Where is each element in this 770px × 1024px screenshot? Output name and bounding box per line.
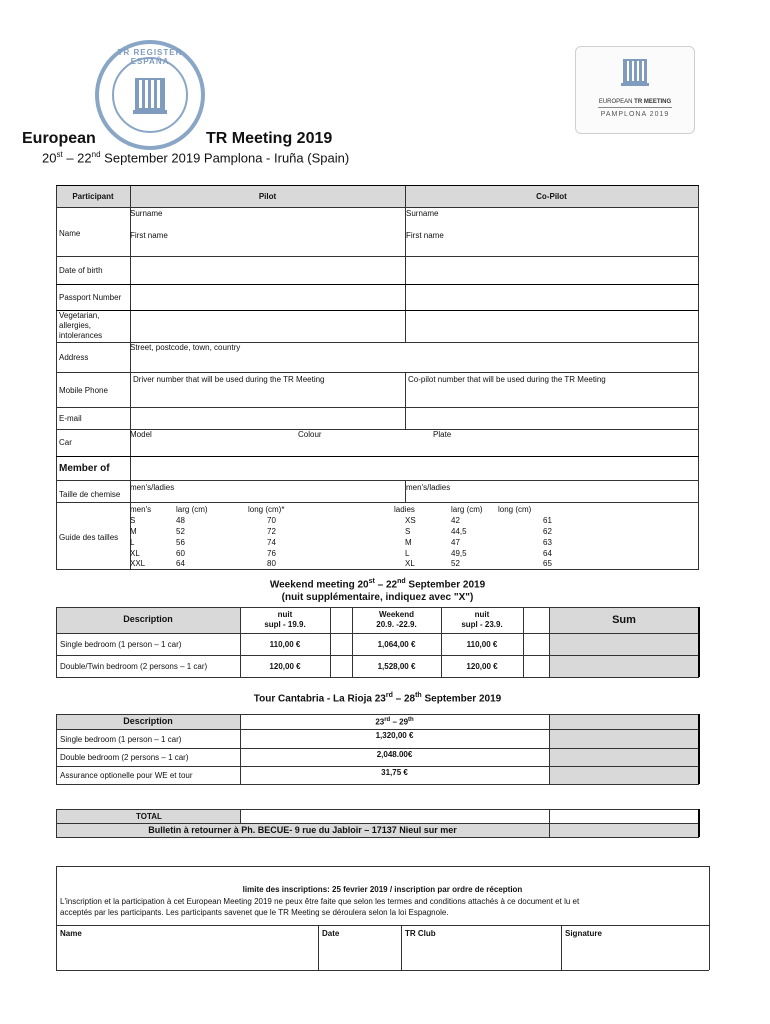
tour-row-double-price: 2,048.00€ bbox=[376, 750, 413, 759]
ladies-col-size: ladies bbox=[394, 505, 415, 514]
weekend-row-double-desc: Double/Twin bedroom (2 persons – 1 car) bbox=[60, 662, 208, 671]
tour-row-single-price: 1,320,00 € bbox=[375, 731, 414, 740]
weekend-col-nuit2: nuit supl - 23.9. bbox=[461, 610, 503, 629]
size-cell: 49,5 bbox=[451, 549, 467, 558]
car-plate-hint: Plate bbox=[433, 430, 452, 439]
terms-line-1: L'inscription et la participation à cet European Meeting 2019 ne peux être faite que selon les termes and conditions attachés à ce document et lu et bbox=[60, 897, 580, 906]
footer-date-field[interactable] bbox=[319, 940, 400, 969]
logo-seal-text: TR REGISTER ESPAÑA bbox=[117, 48, 183, 66]
badge-top-text: EUROPEAN bbox=[598, 99, 633, 105]
weekend-col-weekend: Weekend 20.9. -22.9. bbox=[376, 610, 417, 629]
pilot-shirt-hint: men's/ladies bbox=[130, 483, 175, 492]
copilot-email-field[interactable] bbox=[406, 408, 697, 428]
footer-signature-field[interactable] bbox=[562, 940, 708, 969]
copilot-passport-field[interactable] bbox=[406, 285, 697, 309]
weekend-row-single-desc: Single bedroom (1 person – 1 car) bbox=[60, 640, 182, 649]
header-participant: Participant bbox=[72, 192, 114, 201]
footer-col-club: TR Club bbox=[405, 929, 436, 938]
weekend-title: Weekend meeting 20st – 22nd September 2019 bbox=[269, 578, 486, 591]
weekend-subtitle: (nuit supplémentaire, indiquez avec "X") bbox=[281, 592, 474, 603]
size-row: XL bbox=[405, 559, 415, 568]
size-row: L bbox=[130, 538, 135, 547]
copilot-diet-field[interactable] bbox=[406, 311, 697, 341]
size-cell: 80 bbox=[267, 559, 276, 568]
size-row: S bbox=[405, 527, 411, 536]
pilot-shirt-field[interactable] bbox=[131, 481, 404, 501]
weekend-col-nuit1: nuit supl - 19.9. bbox=[264, 610, 306, 629]
mens-col-width: larg (cm) bbox=[176, 505, 208, 514]
weekend-single-nuit2-checkbox[interactable] bbox=[524, 634, 548, 654]
pilot-diet-field[interactable] bbox=[131, 311, 404, 341]
weekend-row-single-nuit1: 110,00 € bbox=[269, 640, 301, 649]
address-hint: Street, postcode, town, country bbox=[130, 343, 241, 352]
label-passport: Passport Number bbox=[59, 293, 122, 302]
tour-col-dates: 23rd – 29th bbox=[375, 717, 414, 727]
tour-row-double-desc: Double bedroom (2 persons – 1 car) bbox=[60, 753, 189, 762]
size-cell: 56 bbox=[176, 538, 185, 547]
total-sum-field[interactable] bbox=[550, 810, 697, 836]
mens-col-size: men's bbox=[130, 505, 152, 514]
footer-club-field[interactable] bbox=[402, 940, 560, 969]
size-cell: 61 bbox=[543, 516, 552, 525]
label-car: Car bbox=[59, 438, 72, 447]
size-cell: 63 bbox=[543, 538, 552, 547]
registration-deadline: limite des inscriptions: 25 fevrier 2019 / inscription par ordre de réception bbox=[242, 885, 523, 894]
size-row: M bbox=[405, 538, 412, 547]
ladies-col-width: larg (cm) bbox=[451, 505, 483, 514]
car-model-hint: Model bbox=[130, 430, 152, 439]
size-cell: 52 bbox=[176, 527, 185, 536]
driver-number-hint: Driver number that will be used during the TR Meeting bbox=[133, 375, 325, 384]
pilot-passport-field[interactable] bbox=[131, 285, 404, 309]
tour-row-single-desc: Single bedroom (1 person – 1 car) bbox=[60, 735, 182, 744]
mens-col-length: long (cm)* bbox=[248, 505, 285, 514]
size-cell: 64 bbox=[176, 559, 185, 568]
pilot-email-field[interactable] bbox=[131, 408, 404, 428]
weekend-row-double-nuit1: 120,00 € bbox=[269, 662, 301, 671]
label-vegetarian: Vegetarian, allergies, intolerances bbox=[59, 311, 103, 340]
copilot-number-hint: Co-pilot number that will be used during the TR Meeting bbox=[408, 375, 606, 384]
size-row: XL bbox=[130, 549, 140, 558]
label-mobile: Mobile Phone bbox=[59, 386, 108, 395]
size-row: M bbox=[130, 527, 137, 536]
tour-row-insurance-desc: Assurance optionelle pour WE et tour bbox=[60, 771, 193, 780]
footer-col-signature: Signature bbox=[565, 929, 602, 938]
weekend-row-double-nuit2: 120,00 € bbox=[466, 662, 498, 671]
tour-title: Tour Cantabria - La Rioja 23rd – 28th September 2019 bbox=[253, 692, 502, 705]
size-cell: 42 bbox=[451, 516, 460, 525]
size-cell: 76 bbox=[267, 549, 276, 558]
label-date-of-birth: Date of birth bbox=[59, 266, 103, 275]
copilot-shirt-field[interactable] bbox=[406, 481, 697, 501]
size-row: S bbox=[130, 516, 136, 525]
car-field[interactable] bbox=[131, 430, 697, 455]
pilot-dob-field[interactable] bbox=[131, 257, 404, 283]
footer-name-field[interactable] bbox=[57, 940, 317, 969]
label-email: E-mail bbox=[59, 414, 82, 423]
tour-row-insurance-price: 31,75 € bbox=[381, 768, 408, 777]
size-row: XXL bbox=[130, 559, 146, 568]
footer-col-date: Date bbox=[322, 929, 340, 938]
size-cell: 44,5 bbox=[451, 527, 467, 536]
size-cell: 70 bbox=[267, 516, 276, 525]
weekend-single-nuit1-checkbox[interactable] bbox=[331, 634, 351, 654]
tr-register-espana-logo bbox=[95, 40, 205, 150]
copilot-dob-field[interactable] bbox=[406, 257, 697, 283]
weekend-row-double-we: 1,528,00 € bbox=[377, 662, 416, 671]
weekend-row-single-nuit2: 110,00 € bbox=[466, 640, 498, 649]
size-cell: 72 bbox=[267, 527, 276, 536]
copilot-mobile-field[interactable] bbox=[406, 373, 697, 406]
terms-line-2: acceptés par les participants. Les participants savenet que le TR Meeting se déroulera selon la loi Espagnole. bbox=[60, 908, 449, 917]
size-cell: 62 bbox=[543, 527, 552, 536]
size-cell: 74 bbox=[267, 538, 276, 547]
size-cell: 48 bbox=[176, 516, 185, 525]
tour-col-description: Description bbox=[123, 716, 173, 726]
size-cell: 52 bbox=[451, 559, 460, 568]
size-cell: 47 bbox=[451, 538, 460, 547]
size-cell: 65 bbox=[543, 559, 552, 568]
pilot-surname-hint: Surname bbox=[130, 209, 163, 218]
pilot-name-field[interactable] bbox=[131, 208, 404, 255]
label-size-guide: Guide des tailles bbox=[59, 533, 119, 542]
total-label: TOTAL bbox=[136, 812, 162, 821]
label-member-of: Member of bbox=[59, 463, 110, 474]
ladies-col-length: long (cm) bbox=[498, 505, 532, 514]
event-dates: 20st – 22nd September 2019 Pamplona - Iruña (Spain) bbox=[42, 150, 350, 166]
pilot-mobile-field[interactable] bbox=[131, 373, 404, 406]
badge-bold-text: TR MEETING bbox=[634, 99, 672, 105]
copilot-shirt-hint: men's/ladies bbox=[406, 483, 451, 492]
header-copilot: Co-Pilot bbox=[536, 192, 567, 201]
weekend-double-nuit1-checkbox[interactable] bbox=[331, 656, 351, 676]
footer-col-name: Name bbox=[60, 929, 82, 938]
header-pilot: Pilot bbox=[258, 192, 277, 201]
return-address: Bulletin à retourner à Ph. BECUE- 9 rue du Jabloir – 17137 Nieul sur mer bbox=[148, 825, 457, 835]
weekend-col-description: Description bbox=[123, 614, 173, 624]
title-european: European bbox=[22, 130, 96, 147]
car-colour-hint: Colour bbox=[298, 430, 322, 439]
weekend-col-sum: Sum bbox=[612, 614, 636, 626]
pamplona-badge-logo bbox=[575, 46, 695, 134]
label-shirt-size: Taille de chemise bbox=[59, 490, 121, 499]
size-cell: 60 bbox=[176, 549, 185, 558]
label-address: Address bbox=[59, 353, 89, 362]
pilot-firstname-hint: First name bbox=[130, 231, 168, 240]
size-row: XS bbox=[405, 516, 416, 525]
member-of-field[interactable] bbox=[131, 457, 697, 479]
title-tr-meeting: TR Meeting 2019 bbox=[206, 130, 333, 147]
label-name: Name bbox=[59, 229, 81, 238]
weekend-row-single-we: 1,064,00 € bbox=[377, 640, 416, 649]
size-row: L bbox=[405, 549, 410, 558]
copilot-name-field[interactable] bbox=[406, 208, 697, 255]
size-cell: 64 bbox=[543, 549, 552, 558]
address-field[interactable] bbox=[131, 343, 697, 371]
weekend-double-nuit2-checkbox[interactable] bbox=[524, 656, 548, 676]
copilot-surname-hint: Surname bbox=[406, 209, 439, 218]
badge-city-text: PAMPLONA 2019 bbox=[600, 111, 670, 118]
copilot-firstname-hint: First name bbox=[406, 231, 444, 240]
